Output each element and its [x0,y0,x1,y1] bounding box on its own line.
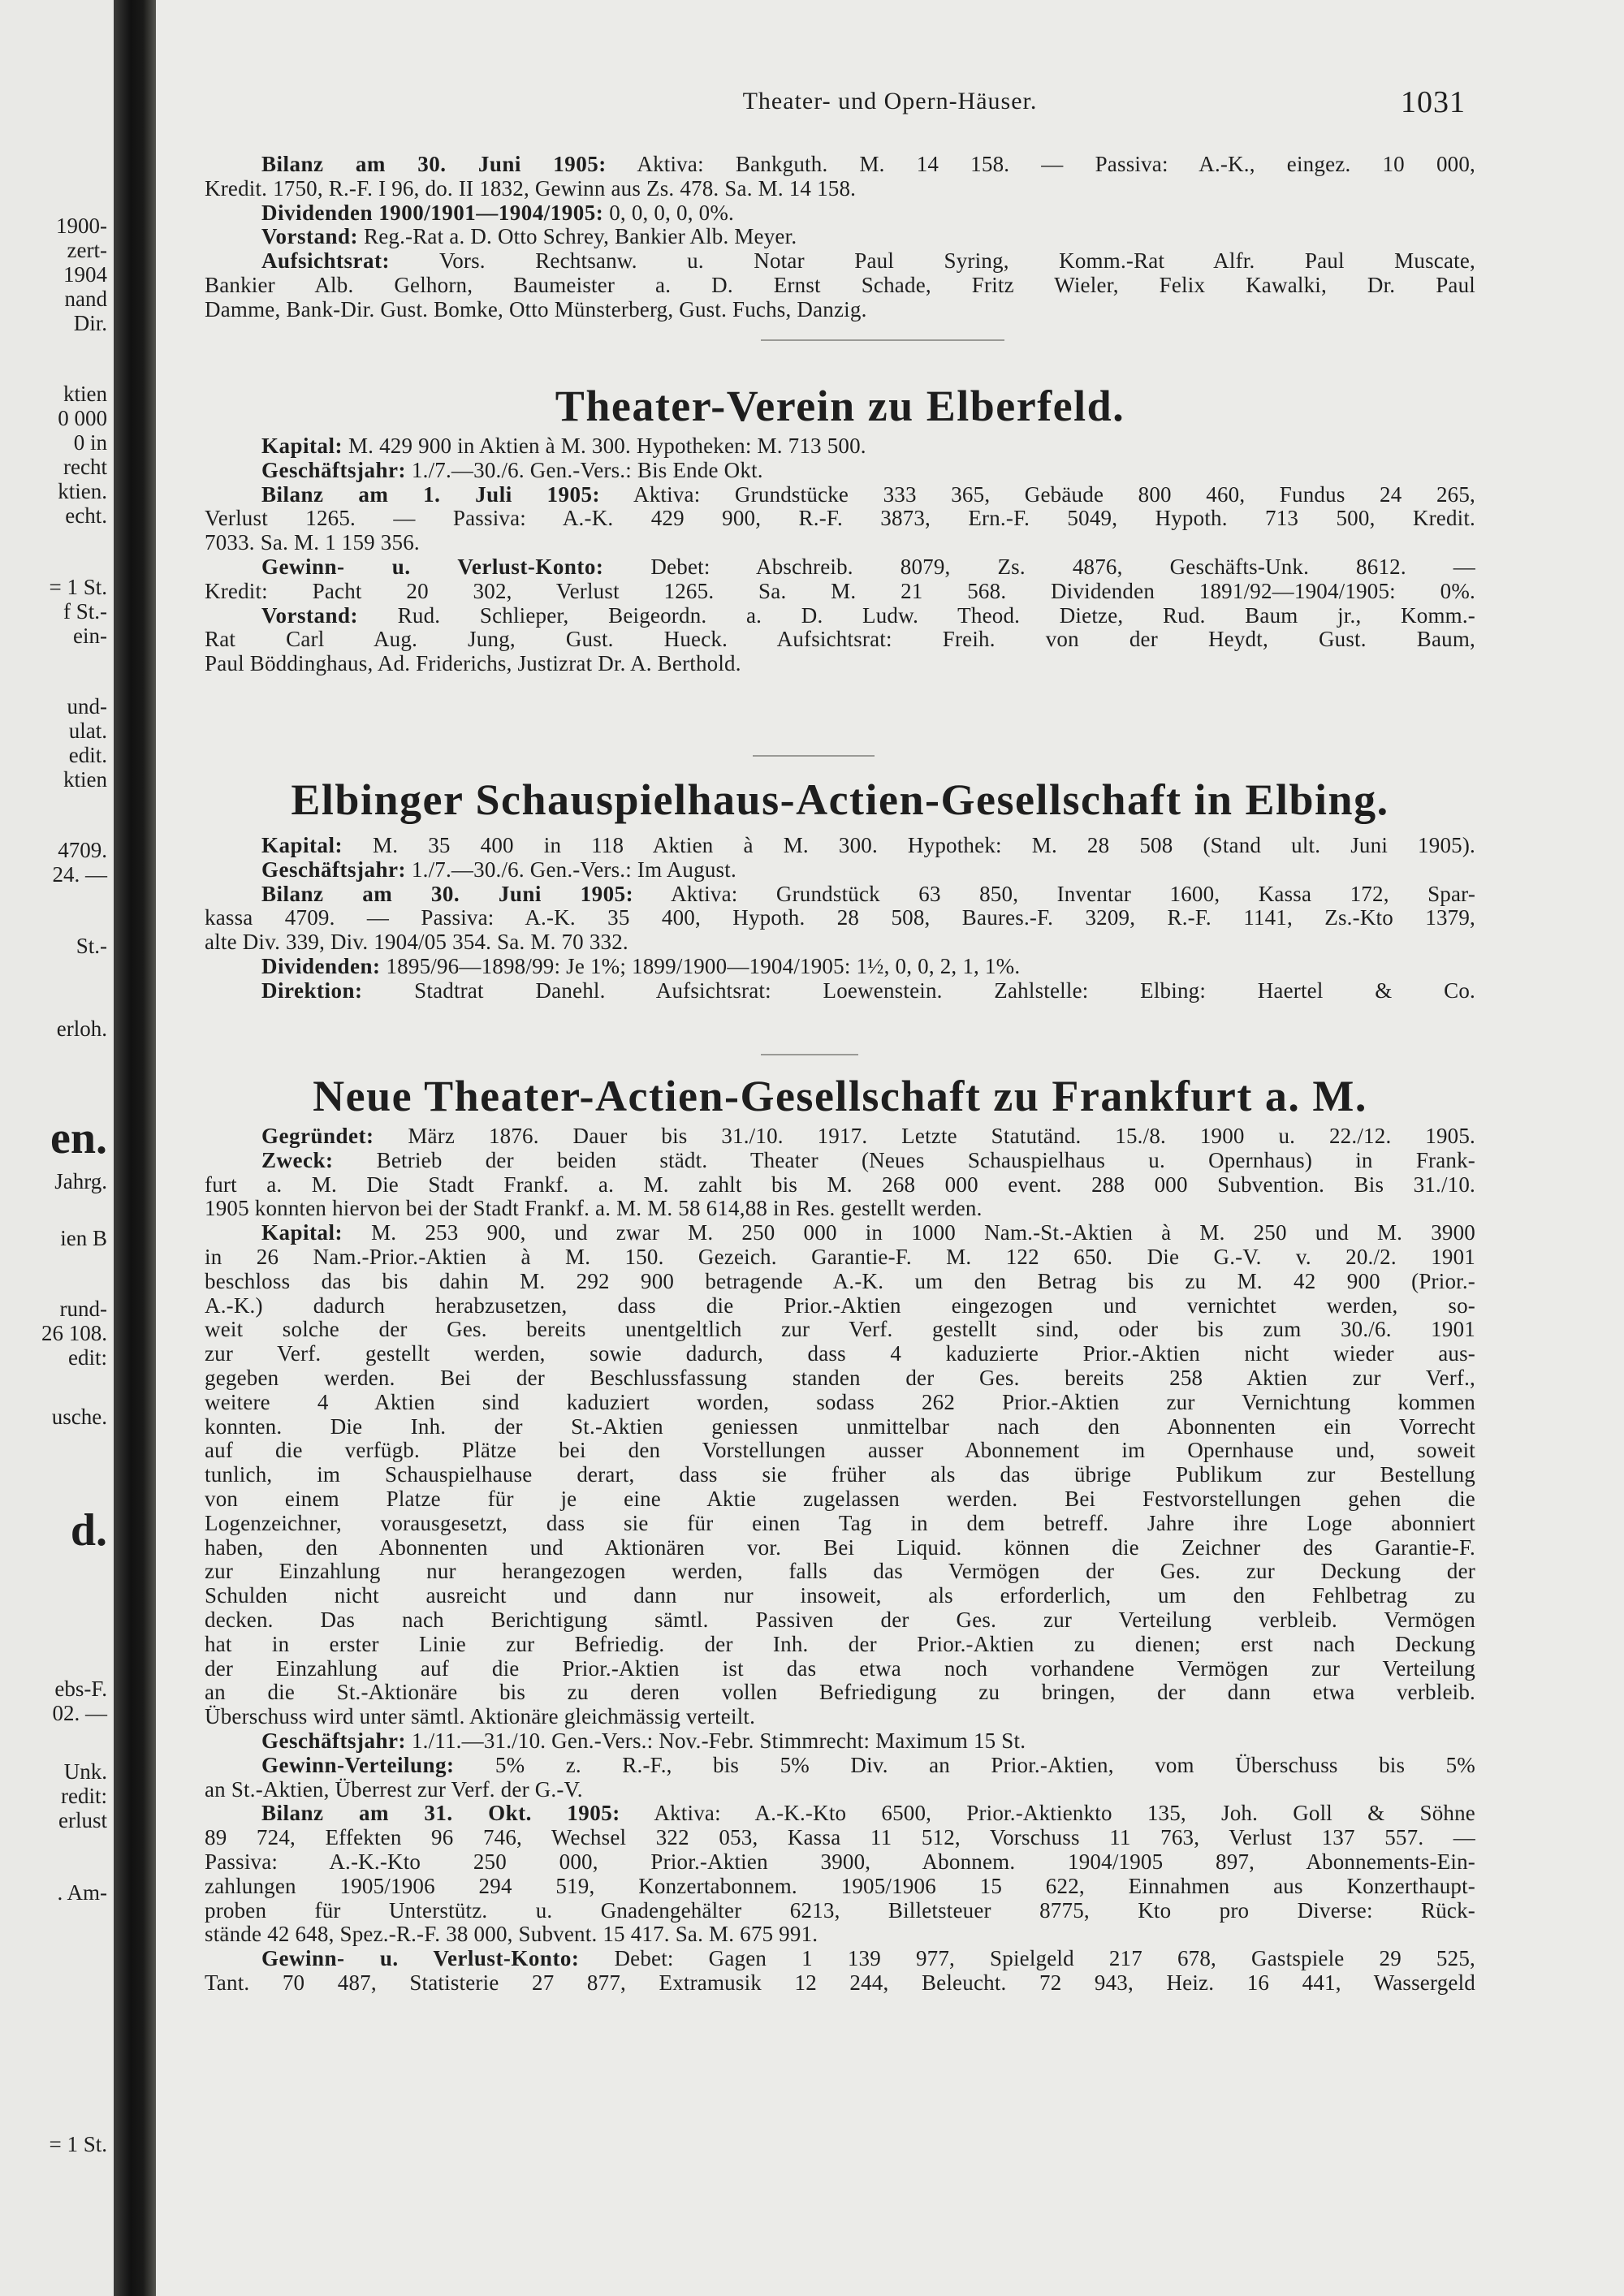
field-text: an die St.-Aktionäre bis zu deren vollen Befriedigung zu bringen, der dann etwa verbleib. [205,1681,1475,1705]
field-label: Geschäftsjahr: [261,458,406,482]
entry-heading: Theater-Verein zu Elberfeld. [555,382,1125,430]
field-text: Kredit. 1750, R.-F. I 96, do. II 1832, Gewinn aus Zs. 478. Sa. M. 14 158. [205,176,857,201]
text-line [205,1439,1475,1463]
field-label: Bilanz am 30. Juni 1905: [261,153,607,176]
facing-page-fragment-text: Jahrg. [54,1169,107,1193]
field-text: an St.-Aktien, Überrest zur Verf. der G.-V. [205,1777,583,1802]
field-text: M. 35 400 in 118 Aktien à M. 300. Hypothek: M. 28 508 (Stand ult. Juni 1905). [343,834,1475,857]
text-line [205,225,1475,249]
facing-page-fragment-text: Unk. [63,1759,107,1784]
field-text: Rud. Schlieper, Beigeordn. a. D. Ludw. Theod. Dietze, Rud. Baum jr., Komm.- [358,603,1475,628]
field-text: 1895/96—1898/99: Je 1%; 1899/1900—1904/1905: 1½, 0, 0, 2, 1, 1%. [380,954,1021,978]
facing-page-fragment-text: und- [67,694,107,719]
field-label: Bilanz am 30. Juni 1905: [261,882,634,906]
field-text: weitere 4 Aktien sind kaduziert worden, sodass 262 Prior.-Aktien zur Vernichtung kommen [205,1390,1475,1414]
text-line [205,1608,1475,1633]
facing-page-fragment-text: d. [70,1505,107,1556]
field-text: Kredit: Pacht 20 302, Verlust 1265. Sa. M. 21 568. Dividenden 1891/92—1904/1905: 0%. [205,579,1475,603]
field-text: 1./11.—31./10. Gen.-Vers.: Nov.-Febr. Stimmrecht: Maximum 15 St. [405,1728,1026,1753]
facing-page-fragment-text: ulat. [68,719,107,743]
section-divider [761,1054,858,1055]
field-text: 5% z. R.-F., bis 5% Div. an Prior.-Aktien, vom Überschuss bis 5% [454,1753,1475,1777]
facing-page-fragment-text: edit. [68,743,107,767]
field-text: Debet: Abschreib. 8079, Zs. 4876, Geschäfts-Unk. 8612. — [603,555,1475,579]
field-text: haben, den Abonnenten und Aktionären vor. Bei Liquid. können die Zeichner des Garantie-F. [205,1535,1475,1560]
text-line [205,1173,1475,1198]
text-line [205,1512,1475,1536]
field-text: Tant. 70 487, Statisterie 27 877, Extramusik 12 244, Beleucht. 72 943, Heiz. 16 441, Wassergeld [205,1970,1475,1995]
field-text: M. 429 900 in Aktien à M. 300. Hypotheken: M. 713 500. [343,434,866,458]
text-line [205,1124,1475,1149]
facing-page-fragment-text: ktien [63,382,107,406]
field-text: Aktiva: Grundstücke 333 365, Gebäude 800 460, Fundus 24 265, [600,482,1475,507]
text-line [205,1899,1475,1923]
field-text: konnten. Die Inh. der St.-Aktien geniessen unmittelbar nach den Abonnenten ein Vorrecht [205,1414,1475,1439]
field-text: März 1876. Dauer bis 31./10. 1917. Letzte Statutänd. 15./8. 1900 u. 22./12. 1905. [374,1124,1475,1148]
facing-page-fragment-text: erloh. [56,1016,107,1041]
facing-page-fragment-text: usche. [51,1405,107,1429]
entry-continuation [205,153,1475,322]
field-label: Vorstand: [261,225,359,249]
field-text: zur Einzahlung nur herangezogen werden, falls das Vermögen der Ges. zur Deckung der [205,1560,1475,1584]
field-text: hat in erster Linie zur Befriedig. der Inh. der Prior.-Aktien zu dienen; erst nach Deckung [205,1632,1475,1656]
section-divider [753,755,875,757]
text-line [205,298,1475,322]
text-line [205,580,1475,604]
facing-page-fragment-text: = 1 St. [49,575,107,599]
facing-page-fragment-text: zert- [67,238,107,262]
text-line [205,1463,1475,1487]
field-text: Überschuss wird unter sämtl. Aktionäre gleichmässig verteilt. [205,1705,756,1729]
field-text: Damme, Bank-Dir. Gust. Bomke, Otto Münsterberg, Gust. Fuchs, Danzig. [205,297,867,322]
field-label: Gewinn-Verteilung: [261,1753,455,1777]
field-label: Dividenden 1900/1901—1904/1905: [261,201,604,225]
facing-page-fragment-text: ien B [60,1226,107,1250]
text-line [205,459,1475,483]
facing-page-fragment [0,0,114,2296]
text-line [205,1802,1475,1826]
facing-page-fragment-text: = 1 St. [49,2132,107,2156]
field-text: Aktiva: Bankguth. M. 14 158. — Passiva: A.-K., eingez. 10 000, [606,153,1475,176]
field-text: zahlungen 1905/1906 294 519, Konzertabonnem. 1905/1906 15 622, Einnahmen aus Konzerthaupt- [205,1874,1475,1898]
text-line [205,1245,1475,1270]
facing-page-fragment-text: nand [64,287,107,311]
text-line [205,858,1475,883]
field-text: Schulden nicht ausreicht und dann nur insoweit, als erforderlich, um den Fehlbetrag zu [205,1584,1475,1608]
book-gutter [114,0,156,2296]
field-text: Paul Böddinghaus, Ad. Friderichs, Justizrat Dr. A. Berthold. [205,652,741,676]
text-line [205,1318,1475,1342]
facing-page-fragment-text: recht [63,455,107,479]
field-text: 7033. Sa. M. 1 159 356. [205,531,420,555]
field-text: alte Div. 339, Div. 1904/05 354. Sa. M. 70 332. [205,930,628,955]
field-text: weit solche der Ges. bereits unentgeltlich zur Verf. gestellt sind, oder bis zum 30./6. 1901 [205,1318,1475,1342]
field-text: beschloss das bis dahin M. 292 900 betragende A.-K. um den Betrag bis zu M. 42 900 (Prior.- [205,1269,1475,1293]
field-label: Gewinn- u. Verlust-Konto: [261,1947,580,1971]
field-label: Gewinn- u. Verlust-Konto: [261,555,604,579]
field-text: decken. Das nach Berichtigung sämtl. Passiven der Ges. zur Verteilung verbleib. Vermögen [205,1608,1475,1632]
field-text: Reg.-Rat a. D. Otto Schrey, Bankier Alb. Meyer. [358,225,797,249]
field-text: zur Verf. gestellt werden, sowie dadurch, dass 4 kaduzierte Prior.-Aktien nicht wieder aus- [205,1342,1475,1366]
field-text: Betrieb der beiden städt. Theater (Neues Schauspielhaus u. Opernhaus) in Frank- [333,1148,1475,1172]
facing-page-fragment-text: edit: [68,1345,107,1370]
text-line [205,249,1475,274]
field-label: Gegründet: [261,1124,374,1148]
text-line [205,1633,1475,1657]
field-text: Verlust 1265. — Passiva: A.-K. 429 900, R.-F. 3873, Ern.-F. 5049, Hypoth. 713 500, Kredit. [205,507,1475,531]
facing-page-fragment-text: erlust [58,1808,107,1832]
field-text: 89 724, Effekten 96 746, Wechsel 322 053, Kassa 11 512, Vorschuss 11 763, Verlust 137 557. — [205,1826,1475,1850]
field-label: Geschäftsjahr: [261,1728,406,1753]
facing-page-fragment-text: 1900- [56,214,107,238]
field-text: Logenzeichner, vorausgesetzt, dass sie für einen Tag in dem betreff. Jahre ihre Loge abonniert [205,1511,1475,1535]
facing-page-fragment-text: 4709. [58,838,107,862]
text-line [205,274,1475,298]
text-line [205,483,1475,507]
entry-heading: Elbinger Schauspielhaus-Actien-Gesellschaft in Elbing. [291,775,1389,824]
field-text: tunlich, im Schauspielhause derart, dass sie früher als das übrige Publikum zur Bestellung [205,1463,1475,1487]
text-line [205,1754,1475,1778]
field-text: Passiva: A.-K.-Kto 250 000, Prior.-Aktien 3900, Abonnem. 1904/1905 897, Abonnements-Ein- [205,1849,1475,1874]
text-line [205,1657,1475,1681]
section-divider [761,339,1004,341]
facing-page-fragment-text: . Am- [57,1880,107,1905]
text-line [205,555,1475,580]
field-text: Bankier Alb. Gelhorn, Baumeister a. D. Ernst Schade, Fritz Wieler, Felix Kawalki, Dr. Paul [205,273,1475,297]
text-line [205,1729,1475,1754]
field-text: auf die verfügb. Plätze bei den Vorstellungen ausser Abonnement im Opernhause und, soweit [205,1439,1475,1463]
text-line [205,1149,1475,1173]
text-line [205,1536,1475,1560]
field-text: Vors. Rechtsanw. u. Notar Paul Syring, Komm.-Rat Alfr. Paul Muscate, [389,249,1475,274]
text-line [205,1294,1475,1318]
page-number: 1031 [1401,85,1466,119]
text-line [205,1923,1475,1947]
field-label: Dividenden: [261,954,381,978]
entry-body [205,834,1475,1003]
text-line [205,1415,1475,1439]
facing-page-fragment-text: rund- [59,1297,107,1321]
text-line [205,834,1475,858]
field-text: in 26 Nam.-Prior.-Aktien à M. 150. Gezeich. Garantie-F. M. 122 650. Die G.-V. v. 20./2. 1901 [205,1245,1475,1269]
facing-page-fragment-text: St.- [76,934,107,958]
document-page [156,0,1624,2296]
facing-page-fragment-text: 1904 [63,262,107,287]
field-text: furt a. M. Die Stadt Frankf. a. M. zahlt bis M. 268 000 event. 288 000 Subvention. Bis 31./10. [205,1172,1475,1197]
running-title: Theater- und Opern-Häuser. [742,88,1038,114]
field-text: Debet: Gagen 1 139 977, Spielgeld 217 678, Gastspiele 29 525, [579,1947,1475,1971]
facing-page-fragment-text: ein- [73,624,107,648]
field-label: Bilanz am 31. Okt. 1905: [261,1802,620,1826]
facing-page-fragment-text: 0 in [73,430,107,455]
text-line [205,930,1475,955]
text-line [205,531,1475,555]
field-label: Kapital: [261,434,343,458]
field-text: kassa 4709. — Passiva: A.-K. 35 400, Hypoth. 28 508, Baures.-F. 3209, R.-F. 1141, Zs.-Kto 1379, [205,906,1475,930]
field-text: 1905 konnten hiervon bei der Stadt Frankf. a. M. M. 58 614,88 in Res. gestellt werden. [205,1197,983,1221]
text-line [205,1197,1475,1221]
facing-page-fragment-text: ktien. [58,479,107,503]
field-label: Vorstand: [261,603,359,628]
field-label: Kapital: [261,834,343,857]
field-text: stände 42 648, Spez.-R.-F. 38 000, Subvent. 15 417. Sa. M. 675 991. [205,1923,818,1947]
facing-page-fragment-text: redit: [61,1784,107,1808]
field-text: proben für Unterstütz. u. Gnadengehälter 6213, Billetsteuer 8775, Kto pro Diverse: Rück- [205,1898,1475,1923]
field-label: Direktion: [261,978,363,1003]
entry-heading: Neue Theater-Actien-Gesellschaft zu Frankfurt a. M. [313,1072,1367,1120]
text-line [205,1366,1475,1391]
text-line [205,652,1475,676]
field-label: Zweck: [261,1148,334,1172]
text-line [205,628,1475,652]
text-line [205,1826,1475,1850]
text-line [205,1270,1475,1294]
text-line [205,1560,1475,1584]
text-line [205,1778,1475,1802]
facing-page-fragment-text: ktien [63,767,107,792]
facing-page-fragment-text: ebs-F. [54,1677,107,1701]
text-line [205,604,1475,628]
field-text: gegeben werden. Bei der Beschlussfassung standen der Ges. bereits 258 Aktien zur Verf., [205,1366,1475,1390]
field-text: Aktiva: A.-K.-Kto 6500, Prior.-Aktienkto 135, Joh. Goll & Söhne [620,1802,1475,1826]
text-line [205,1850,1475,1875]
field-label: Kapital: [261,1221,343,1245]
field-label: Bilanz am 1. Juli 1905: [261,482,601,507]
facing-page-fragment-text: 26 108. [41,1321,107,1345]
text-line [205,507,1475,531]
field-label: Aufsichtsrat: [261,249,390,274]
field-text: A.-K.) dadurch herabzusetzen, dass die Prior.-Aktien eingezogen und vernichtet werden, so- [205,1293,1475,1318]
entry-body [205,434,1475,676]
text-line [205,1971,1475,1996]
text-line [205,1584,1475,1608]
field-text: Stadtrat Danehl. Aufsichtsrat: Loewenstein. Zahlstelle: Elbing: Haertel & Co. [362,978,1475,1003]
text-line [205,1705,1475,1729]
text-line [205,1391,1475,1415]
text-line [205,201,1475,226]
facing-page-fragment-text: f St.- [63,599,107,624]
field-text: 1./7.—30./6. Gen.-Vers.: Im August. [405,857,736,882]
text-line [205,153,1475,177]
text-line [205,955,1475,979]
field-text: von einem Platze für je eine Aktie zugelassen werden. Bei Festvorstellungen gehen die [205,1487,1475,1511]
text-line [205,883,1475,907]
text-line [205,1342,1475,1366]
text-line [205,1947,1475,1971]
field-text: 0, 0, 0, 0, 0%. [603,201,734,225]
text-line [205,979,1475,1003]
facing-page-fragment-text: 02. — [52,1701,107,1725]
text-line [205,1875,1475,1899]
text-line [205,906,1475,930]
field-text: M. 253 900, und zwar M. 250 000 in 1000 Nam.-St.-Aktien à M. 250 und M. 3900 [343,1221,1475,1245]
facing-page-fragment-text: Dir. [73,311,107,335]
text-line [205,1221,1475,1245]
field-label: Geschäftsjahr: [261,857,406,882]
text-line [205,1487,1475,1512]
field-text: 1./7.—30./6. Gen.-Vers.: Bis Ende Okt. [405,458,763,482]
facing-page-fragment-text: en. [50,1113,107,1163]
text-line [205,177,1475,201]
facing-page-fragment-text: echt. [65,503,107,528]
field-text: Rat Carl Aug. Jung, Gust. Hueck. Aufsichtsrat: Freih. von der Heydt, Gust. Baum, [205,628,1475,652]
field-text: der Einzahlung auf die Prior.-Aktien ist das etwa noch vorhandene Vermögen zur Verteilung [205,1656,1475,1681]
entry-body [205,1124,1475,1996]
text-line [205,1681,1475,1705]
facing-page-fragment-text: 0 000 [58,406,107,430]
field-text: Aktiva: Grundstück 63 850, Inventar 1600, Kassa 172, Spar- [633,882,1475,906]
text-line [205,434,1475,459]
facing-page-fragment-text: 24. — [52,862,107,887]
